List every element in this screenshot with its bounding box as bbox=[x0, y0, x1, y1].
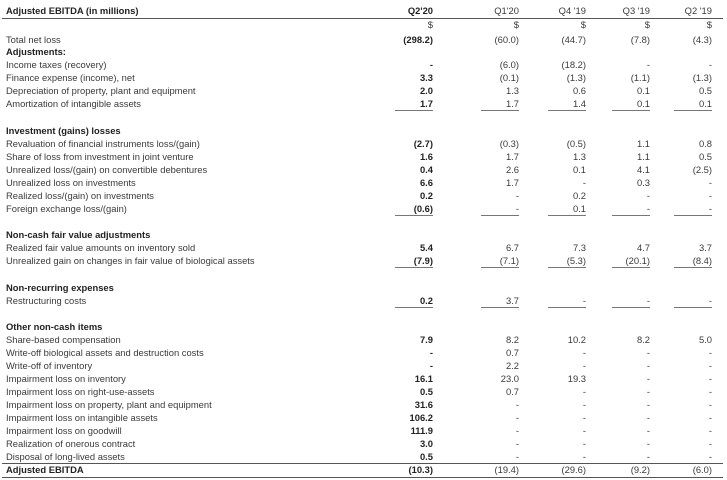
row-value: (18.2) bbox=[561, 59, 586, 70]
row-value: 0.3 bbox=[636, 177, 650, 188]
row-value: - bbox=[515, 425, 519, 436]
row-value: 6.7 bbox=[505, 242, 519, 253]
row-label: Share of loss from investment in joint venture bbox=[6, 151, 194, 162]
row-value: 0.5 bbox=[698, 151, 712, 162]
table-row bbox=[2, 373, 723, 385]
row-value: 3.3 bbox=[419, 72, 433, 83]
currency-symbol: $ bbox=[580, 19, 586, 30]
row-value: - bbox=[646, 59, 650, 70]
subtotal-underline bbox=[481, 267, 519, 268]
column-header: Q3 '19 bbox=[622, 5, 650, 16]
row-value: 0.5 bbox=[419, 386, 433, 397]
row-value: (20.1) bbox=[625, 255, 650, 266]
row-value: - bbox=[515, 190, 519, 201]
row-value: 0.7 bbox=[505, 386, 519, 397]
row-value: - bbox=[646, 295, 650, 306]
row-value: (60.0) bbox=[494, 34, 519, 45]
table-row bbox=[2, 190, 723, 202]
row-value: (0.3) bbox=[499, 138, 519, 149]
table-row bbox=[2, 242, 723, 254]
row-value: (2.5) bbox=[692, 164, 712, 175]
subtotal-underline bbox=[548, 215, 586, 216]
row-label: Realized loss/(gain) on investments bbox=[6, 190, 154, 201]
row-value: - bbox=[708, 451, 712, 462]
table-row bbox=[2, 85, 723, 97]
row-value: - bbox=[646, 347, 650, 358]
row-value: - bbox=[646, 451, 650, 462]
section-heading-row bbox=[2, 282, 723, 294]
row-value: - bbox=[582, 360, 586, 371]
row-value: 23.0 bbox=[500, 373, 519, 384]
subtotal-underline bbox=[674, 215, 712, 216]
row-value: - bbox=[708, 412, 712, 423]
row-label: Impairment loss on right-use-assets bbox=[6, 386, 155, 397]
row-value: (0.5) bbox=[566, 138, 586, 149]
row-value: 8.2 bbox=[636, 334, 650, 345]
row-value: - bbox=[708, 59, 712, 70]
row-value: (8.4) bbox=[692, 255, 712, 266]
row-value: (0.1) bbox=[499, 72, 519, 83]
row-value: (1.3) bbox=[692, 72, 712, 83]
row-value: - bbox=[515, 399, 519, 410]
row-value: 0.1 bbox=[636, 85, 650, 96]
subtotal-underline bbox=[612, 215, 650, 216]
column-header: Q4 '19 bbox=[558, 5, 586, 16]
table-row bbox=[2, 438, 723, 450]
table-row bbox=[2, 59, 723, 71]
row-value: 1.7 bbox=[505, 177, 519, 188]
row-value: 0.1 bbox=[572, 164, 586, 175]
row-label: Income taxes (recovery) bbox=[6, 59, 107, 70]
row-label: Write-off of inventory bbox=[6, 360, 93, 371]
row-label: Impairment loss on inventory bbox=[6, 373, 126, 384]
row-value: 106.2 bbox=[409, 412, 433, 423]
section-heading: Adjustments: bbox=[6, 46, 66, 57]
row-value: - bbox=[429, 59, 433, 70]
subtotal-underline bbox=[674, 307, 712, 308]
section-heading: Non-cash fair value adjustments bbox=[6, 229, 151, 240]
row-value: - bbox=[582, 412, 586, 423]
table-row bbox=[2, 347, 723, 359]
row-value: 0.4 bbox=[419, 164, 433, 175]
row-value: (6.0) bbox=[499, 59, 519, 70]
subtotal-underline bbox=[548, 307, 586, 308]
subtotal-underline bbox=[481, 110, 519, 111]
row-value: 1.3 bbox=[505, 85, 519, 96]
row-value: - bbox=[646, 425, 650, 436]
row-value: - bbox=[708, 203, 712, 214]
row-value: 5.0 bbox=[698, 334, 712, 345]
row-value: 0.1 bbox=[572, 203, 586, 214]
section-heading-row bbox=[2, 229, 723, 241]
row-value: - bbox=[646, 203, 650, 214]
table-row bbox=[2, 34, 723, 46]
row-value: - bbox=[429, 347, 433, 358]
row-label: Finance expense (income), net bbox=[6, 72, 135, 83]
row-value: (5.3) bbox=[566, 255, 586, 266]
table-row bbox=[2, 451, 723, 463]
row-label: Disposal of long-lived assets bbox=[6, 451, 125, 462]
subtotal-underline bbox=[395, 215, 433, 216]
subtotal-underline bbox=[674, 110, 712, 111]
row-label: Depreciation of property, plant and equipment bbox=[6, 85, 196, 96]
currency-symbol: $ bbox=[513, 19, 519, 30]
row-label: Unrealized loss/(gain) on convertible debentures bbox=[6, 164, 208, 175]
row-value: - bbox=[708, 347, 712, 358]
row-value: (4.3) bbox=[692, 34, 712, 45]
row-value: - bbox=[515, 412, 519, 423]
row-value: 1.3 bbox=[572, 151, 586, 162]
row-value: - bbox=[515, 451, 519, 462]
currency-symbol: $ bbox=[427, 19, 433, 30]
row-value: 3.7 bbox=[698, 242, 712, 253]
subtotal-underline bbox=[395, 267, 433, 268]
table-row bbox=[2, 164, 723, 176]
row-value: 1.4 bbox=[572, 98, 586, 109]
row-value: 1.7 bbox=[505, 151, 519, 162]
row-value: - bbox=[582, 347, 586, 358]
row-value: (1.3) bbox=[566, 72, 586, 83]
section-heading-row bbox=[2, 321, 723, 333]
total-value: (10.3) bbox=[408, 464, 433, 475]
table-title: Adjusted EBITDA (in millions) bbox=[6, 5, 139, 16]
total-value: (6.0) bbox=[692, 464, 712, 475]
row-value: 7.3 bbox=[572, 242, 586, 253]
row-value: 4.1 bbox=[636, 164, 650, 175]
row-value: 10.2 bbox=[567, 334, 586, 345]
row-value: - bbox=[646, 386, 650, 397]
subtotal-underline bbox=[548, 110, 586, 111]
row-label: Share-based compensation bbox=[6, 334, 121, 345]
row-value: 6.6 bbox=[419, 177, 433, 188]
row-label: Realized fair value amounts on inventory sold bbox=[6, 242, 196, 253]
row-value: 0.6 bbox=[572, 85, 586, 96]
row-value: - bbox=[708, 438, 712, 449]
row-label: Unrealized gain on changes in fair value of biological assets bbox=[6, 255, 255, 266]
row-value: (7.8) bbox=[630, 34, 650, 45]
row-value: - bbox=[646, 412, 650, 423]
row-value: - bbox=[515, 438, 519, 449]
row-value: 0.1 bbox=[636, 98, 650, 109]
subtotal-underline bbox=[612, 110, 650, 111]
table-row bbox=[2, 177, 723, 189]
row-value: 8.2 bbox=[505, 334, 519, 345]
row-value: - bbox=[708, 373, 712, 384]
row-value: 0.2 bbox=[419, 190, 433, 201]
currency-symbol: $ bbox=[706, 19, 712, 30]
row-value: (7.9) bbox=[413, 255, 433, 266]
row-value: 1.7 bbox=[419, 98, 433, 109]
row-value: - bbox=[708, 360, 712, 371]
row-value: 0.5 bbox=[698, 85, 712, 96]
section-heading: Other non-cash items bbox=[6, 321, 103, 332]
row-value: - bbox=[582, 386, 586, 397]
row-label: Write-off biological assets and destruction costs bbox=[6, 347, 204, 358]
table-header-row bbox=[2, 5, 723, 17]
row-label: Impairment loss on goodwill bbox=[6, 425, 122, 436]
row-label: Realization of onerous contract bbox=[6, 438, 136, 449]
row-value: - bbox=[708, 425, 712, 436]
row-label: Impairment loss on intangible assets bbox=[6, 412, 158, 423]
table-row bbox=[2, 151, 723, 163]
total-row bbox=[2, 464, 723, 476]
row-value: 1.1 bbox=[636, 151, 650, 162]
row-value: 2.2 bbox=[505, 360, 519, 371]
row-value: (2.7) bbox=[413, 138, 433, 149]
row-value: 2.0 bbox=[419, 85, 433, 96]
row-value: - bbox=[646, 373, 650, 384]
row-value: - bbox=[646, 438, 650, 449]
section-heading-row bbox=[2, 46, 723, 58]
row-value: - bbox=[582, 425, 586, 436]
row-value: 111.9 bbox=[410, 425, 433, 436]
row-value: 31.6 bbox=[414, 399, 433, 410]
row-label: Amortization of intangible assets bbox=[6, 98, 141, 109]
currency-row bbox=[2, 19, 723, 31]
row-value: (0.6) bbox=[413, 203, 433, 214]
total-value: (9.2) bbox=[630, 464, 650, 475]
row-value: - bbox=[582, 399, 586, 410]
table-row bbox=[2, 360, 723, 372]
row-value: 0.2 bbox=[419, 295, 433, 306]
table-row bbox=[2, 255, 723, 267]
column-header: Q2'20 bbox=[407, 5, 433, 16]
section-heading: Investment (gains) losses bbox=[6, 125, 121, 136]
currency-symbol: $ bbox=[644, 19, 650, 30]
row-value: 0.5 bbox=[419, 451, 433, 462]
row-value: 1.7 bbox=[505, 98, 519, 109]
row-value: 3.7 bbox=[505, 295, 519, 306]
row-value: (7.1) bbox=[499, 255, 519, 266]
row-value: (44.7) bbox=[561, 34, 586, 45]
table-row bbox=[2, 334, 723, 346]
row-value: - bbox=[646, 399, 650, 410]
total-value: (19.4) bbox=[494, 464, 519, 475]
row-value: 0.8 bbox=[698, 138, 712, 149]
row-value: (1.1) bbox=[630, 72, 650, 83]
table-row bbox=[2, 138, 723, 150]
subtotal-underline bbox=[548, 267, 586, 268]
subtotal-underline bbox=[612, 267, 650, 268]
subtotal-underline bbox=[612, 307, 650, 308]
table-row bbox=[2, 412, 723, 424]
row-value: 3.0 bbox=[419, 438, 433, 449]
total-label: Adjusted EBITDA bbox=[6, 464, 84, 475]
row-label: Foreign exchange loss/(gain) bbox=[6, 203, 127, 214]
row-value: - bbox=[429, 360, 433, 371]
row-value: 19.3 bbox=[567, 373, 586, 384]
column-header: Q1'20 bbox=[494, 5, 519, 16]
table-row bbox=[2, 98, 723, 110]
subtotal-underline bbox=[395, 110, 433, 111]
subtotal-underline bbox=[481, 307, 519, 308]
row-label: Unrealized loss on investments bbox=[6, 177, 136, 188]
column-header: Q2 '19 bbox=[684, 5, 712, 16]
section-heading: Non-recurring expenses bbox=[6, 282, 114, 293]
row-value: - bbox=[582, 451, 586, 462]
row-value: 0.7 bbox=[505, 347, 519, 358]
row-value: - bbox=[646, 190, 650, 201]
row-value: (298.2) bbox=[403, 34, 433, 45]
table-row bbox=[2, 203, 723, 215]
row-label: Restructuring costs bbox=[6, 295, 87, 306]
table-row bbox=[2, 425, 723, 437]
row-value: - bbox=[708, 386, 712, 397]
row-value: - bbox=[582, 177, 586, 188]
row-value: 2.6 bbox=[505, 164, 519, 175]
row-value: 0.2 bbox=[572, 190, 586, 201]
row-value: - bbox=[708, 190, 712, 201]
subtotal-underline bbox=[674, 267, 712, 268]
row-value: - bbox=[646, 360, 650, 371]
subtotal-underline bbox=[481, 215, 519, 216]
row-value: 0.1 bbox=[698, 98, 712, 109]
row-value: 7.9 bbox=[419, 334, 433, 345]
row-label: Revaluation of financial instruments loss/(gain) bbox=[6, 138, 200, 149]
row-value: - bbox=[582, 295, 586, 306]
row-value: 5.4 bbox=[419, 242, 433, 253]
table-row bbox=[2, 295, 723, 307]
row-label: Total net loss bbox=[6, 34, 61, 45]
total-value: (29.6) bbox=[561, 464, 586, 475]
row-value: - bbox=[582, 438, 586, 449]
row-value: 4.7 bbox=[636, 242, 650, 253]
table-row bbox=[2, 399, 723, 411]
subtotal-underline bbox=[395, 307, 433, 308]
row-value: 16.1 bbox=[414, 373, 433, 384]
row-value: 1.1 bbox=[636, 138, 650, 149]
table-row bbox=[2, 386, 723, 398]
row-value: - bbox=[708, 295, 712, 306]
row-value: - bbox=[708, 177, 712, 188]
row-value: 1.6 bbox=[419, 151, 433, 162]
section-heading-row bbox=[2, 125, 723, 137]
row-value: - bbox=[708, 399, 712, 410]
table-row bbox=[2, 72, 723, 84]
row-label: Impairment loss on property, plant and equipment bbox=[6, 399, 212, 410]
bottom-divider bbox=[2, 477, 723, 478]
row-value: - bbox=[515, 203, 519, 214]
